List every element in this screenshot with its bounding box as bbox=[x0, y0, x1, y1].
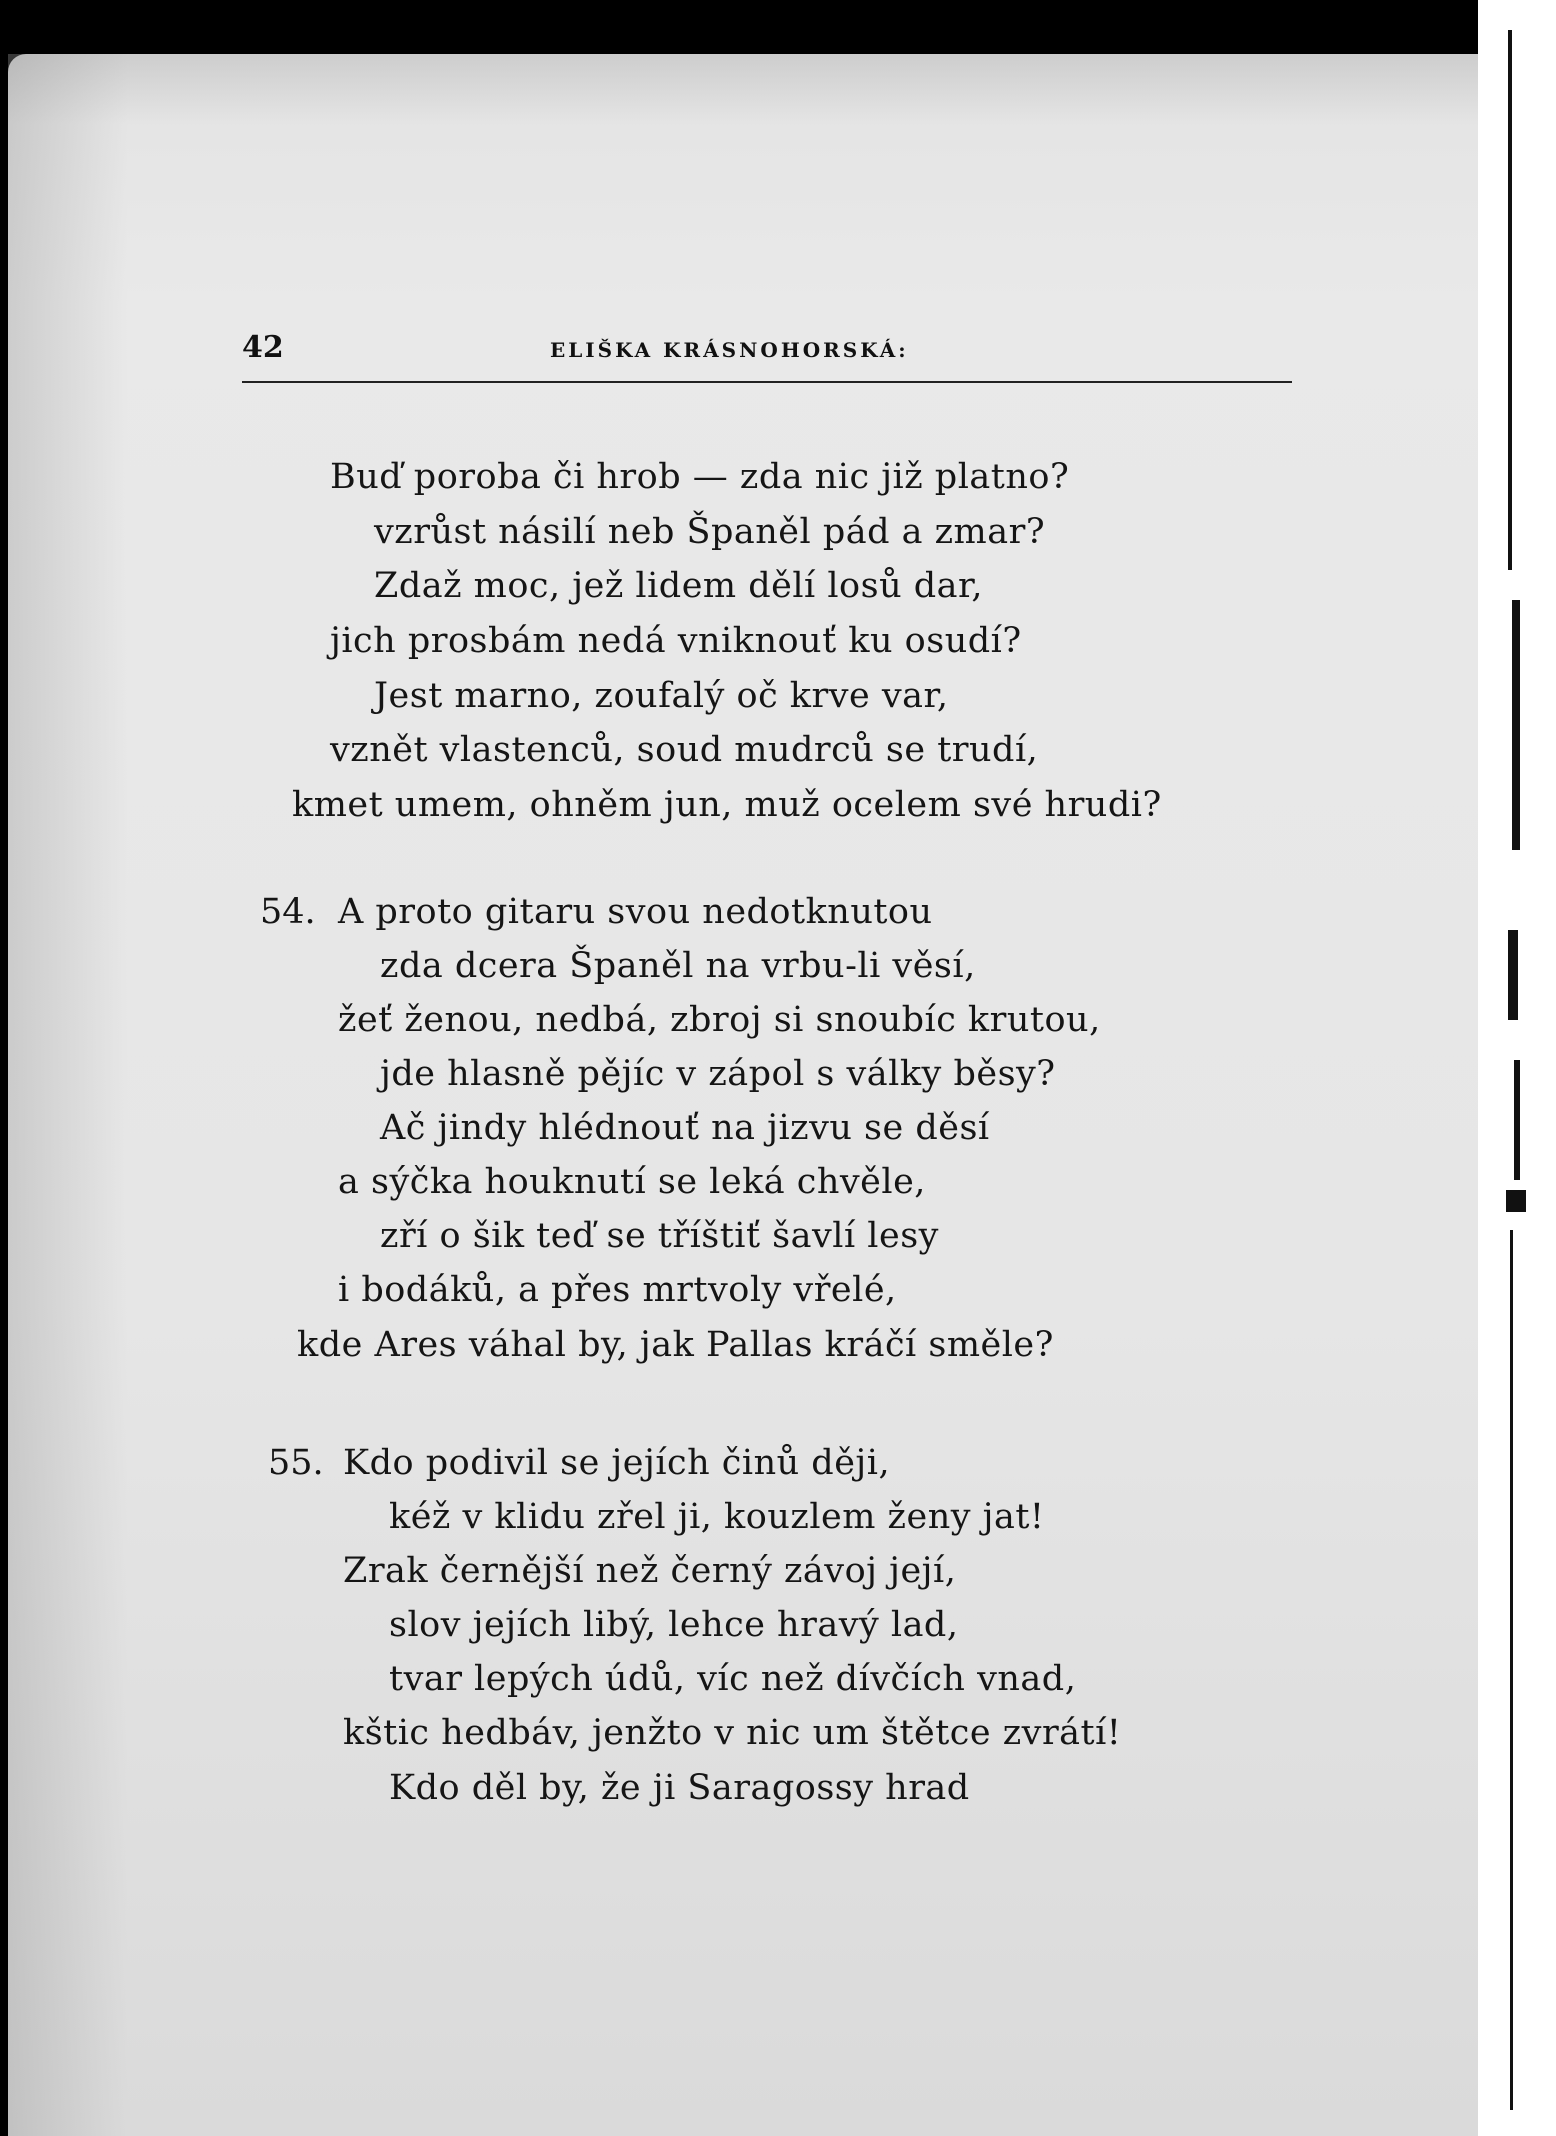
verse-line: kmet umem, ohněm jun, muž ocelem své hrudi? bbox=[292, 785, 1162, 825]
running-head bbox=[242, 330, 1292, 370]
verse-line: jich prosbám nedá vniknouť ku osudí? bbox=[330, 621, 1022, 661]
edge-mark bbox=[1508, 930, 1518, 1020]
header-rule bbox=[242, 381, 1292, 383]
verse-line: vznět vlastenců, soud mudrců se trudí, bbox=[330, 730, 1039, 770]
verse-line: A proto gitaru svou nedotknutou bbox=[338, 892, 933, 932]
verse-line: kštic hedbáv, jenžto v nic um štětce zvrátí! bbox=[343, 1713, 1122, 1753]
stanza-number: 55. bbox=[268, 1443, 324, 1483]
verse-line: Buď poroba či hrob — zda nic již platno? bbox=[330, 457, 1070, 497]
verse-line: žeť ženou, nedbá, zbroj si snoubíc krutou, bbox=[338, 1000, 1101, 1040]
verse-line: Jest marno, zoufalý oč krve var, bbox=[374, 676, 949, 716]
verse-line: Ač jindy hlédnouť na jizvu se děsí bbox=[380, 1108, 990, 1148]
edge-mark bbox=[1506, 1190, 1526, 1212]
verse-line: Zrak černější než černý závoj její, bbox=[343, 1551, 957, 1591]
verse-line: a sýčka houknutí se leká chvěle, bbox=[338, 1162, 926, 1202]
next-page-edge bbox=[1478, 0, 1556, 2136]
verse-line: zda dcera Španěl na vrbu-li věsí, bbox=[380, 946, 976, 986]
stanza-number: 54. bbox=[260, 892, 316, 932]
verse-line: jde hlasně pějíc v zápol s války běsy? bbox=[380, 1054, 1056, 1094]
page-number: 42 bbox=[242, 330, 284, 365]
verse-line: zří o šik teď se tříštiť šavlí lesy bbox=[380, 1216, 939, 1256]
verse-line: slov jejích libý, lehce hravý lad, bbox=[389, 1605, 959, 1645]
edge-mark bbox=[1514, 1060, 1520, 1180]
edge-mark bbox=[1508, 30, 1512, 570]
verse-line: kéž v klidu zřel ji, kouzlem ženy jat! bbox=[389, 1497, 1045, 1537]
paper-shadow-left bbox=[8, 54, 128, 2136]
verse-line: vzrůst násilí neb Španěl pád a zmar? bbox=[374, 512, 1046, 552]
paper-shadow-top bbox=[8, 54, 1478, 124]
verse-line: kde Ares váhal by, jak Pallas kráčí směle? bbox=[297, 1325, 1054, 1365]
verse-line: i bodáků, a přes mrtvoly vřelé, bbox=[338, 1270, 897, 1310]
verse-line: tvar lepých údů, víc než dívčích vnad, bbox=[389, 1659, 1077, 1699]
running-title: ELIŠKA KRÁSNOHORSKÁ: bbox=[550, 338, 909, 362]
edge-mark bbox=[1512, 600, 1520, 850]
verse-line: Kdo podivil se jejích činů ději, bbox=[343, 1443, 891, 1483]
edge-mark bbox=[1510, 1230, 1513, 2110]
verse-line: Kdo děl by, že ji Saragossy hrad bbox=[389, 1768, 970, 1808]
verse-line: Zdaž moc, jež lidem dělí losů dar, bbox=[374, 566, 984, 606]
